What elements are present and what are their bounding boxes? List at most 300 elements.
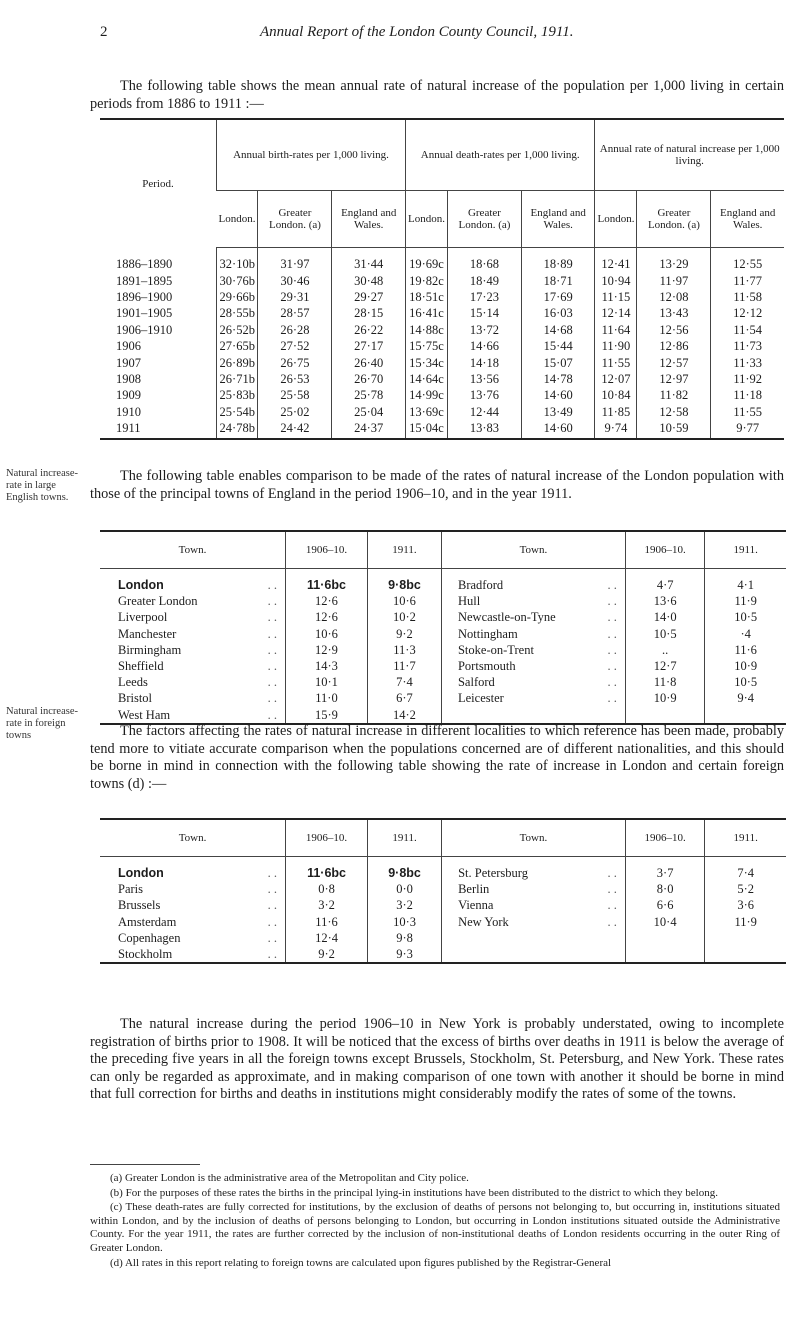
table-row [100,338,784,354]
rate-cell: 9·8bc [368,857,442,882]
rate-cell: 11·15 [595,289,637,305]
rate-cell: 14·60 [521,420,595,439]
rate-cell: 24·42 [258,420,332,439]
rate-cell: 24·37 [332,420,406,439]
town-name: Salford [457,675,495,690]
footnote-b: (b) For the purposes of these rates the births in the principal lying-in institutions have been distributed to the district to which they belong. [110,1186,718,1199]
rate-cell: 11·85 [595,404,637,420]
table-row [100,272,784,288]
rate-cell: 30·46 [258,272,332,288]
col-1906-10: 1906–10. [286,531,368,569]
col-town: Town. [100,531,286,569]
col-1911: 1911. [368,819,442,857]
rate-cell: 13·6 [625,593,705,609]
period-cell: 1891–1895 [116,273,173,288]
page-number: 2 [100,24,108,40]
rate-cell: 18·71 [521,272,595,288]
town-name: Hull [457,594,481,609]
rate-cell: 12·58 [637,404,711,420]
rate-cell: 11·73 [711,338,784,354]
leader-dots: . . [607,882,617,897]
rate-cell: 26·28 [258,322,332,338]
rate-cell: 25·83b [217,387,258,403]
town-name: Berlin [458,882,490,897]
rate-cell: 16·03 [521,305,595,321]
sub-header-england-wales: England and Wales. [332,191,406,248]
rate-cell: 10·1 [286,674,368,690]
town-name-cell [100,707,286,724]
table-row [100,322,784,338]
table-row [100,690,786,706]
town-name: Newcastle-on-Tyne [457,610,556,625]
rate-cell: 32·10b [217,248,258,273]
rate-cell: 11·6bc [286,569,368,594]
rate-cell: 14·60 [521,387,595,403]
table-row [100,248,784,273]
table-row [100,707,786,724]
rate-cell: 9·2 [367,626,441,642]
rate-cell: 12·14 [595,305,637,321]
rate-cell: 28·15 [332,305,406,321]
period-cell: 1886–1890 [116,256,173,271]
rate-cell: 16·41c [405,305,447,321]
town-name: London [118,866,164,881]
rate-cell: 26·22 [332,322,406,338]
leader-dots: . . [607,626,617,641]
rate-cell: 15·44 [521,338,595,354]
town-name: St. Petersburg [458,866,528,881]
rate-cell: 14·64c [405,371,447,387]
rate-cell: 9·74 [595,420,637,439]
col-1911: 1911. [705,531,786,569]
rate-cell: 14·3 [286,658,368,674]
town-name: Sheffield [118,659,164,674]
rate-cell: 19·82c [405,272,447,288]
town-name: Greater London [118,594,198,609]
period-cell: 1908 [116,371,141,386]
rate-cell: 3·6 [705,897,786,913]
rate-cell: 13·69c [405,404,447,420]
rate-cell: 13·83 [447,420,521,439]
natural-increase-periods-table [100,118,784,440]
rate-cell: 14·99c [405,387,447,403]
rate-cell: 6·6 [625,897,705,913]
footnote-d: (d) All rates in this report relating to foreign towns are calculated upon figures published by the Registrar-General [110,1256,612,1269]
rate-cell: 18·51c [405,289,447,305]
rate-cell: 5·2 [705,881,786,897]
rate-cell: 13·72 [447,322,521,338]
table-row [100,897,786,913]
rate-cell [625,707,705,724]
rate-cell: 31·97 [258,248,332,273]
side-note-english-towns: Natural increase-rate in large English towns. [6,468,78,503]
rate-cell: 15·34c [405,354,447,370]
rate-cell: 11·6bc [286,857,368,882]
rate-cell: ·4 [705,626,786,642]
rate-cell: 12·4 [286,930,368,946]
rate-cell: 9·3 [368,946,442,963]
rate-cell: 27·52 [258,338,332,354]
rate-cell: 10·5 [705,609,786,625]
town-name-cell [442,914,626,930]
town-name-cell [100,609,286,625]
rate-cell: 11·82 [637,387,711,403]
rate-cell: 15·75c [405,338,447,354]
col-1911: 1911. [705,819,786,857]
town-name: New York [458,914,509,929]
leader-dots: . . [607,578,617,593]
table-row [100,569,786,594]
period-cell: 1906 [116,339,141,354]
rate-cell: 11·7 [367,658,441,674]
leader-dots: . . [267,866,278,881]
town-name: Amsterdam [118,914,177,929]
rate-cell: 12·44 [447,404,521,420]
period-cell: 1896–1900 [116,289,173,304]
leader-dots: . . [267,707,277,722]
rate-cell: 14·78 [521,371,595,387]
table-row [100,371,784,387]
rate-cell: 0·8 [286,881,368,897]
leader-dots: . . [607,659,617,674]
town-name: Paris [118,882,143,897]
town-name: Birmingham [118,642,182,657]
leader-dots: . . [607,594,617,609]
rate-cell: 11·54 [711,322,784,338]
rate-cell: 29·31 [258,289,332,305]
town-name-cell [442,946,626,963]
death-rates-header: Annual death-rates per 1,000 living. [405,119,594,191]
rate-cell: 10·9 [625,690,705,706]
town-name-cell [100,569,286,594]
town-name: Nottingham [457,626,518,641]
rate-cell: 3·7 [625,857,705,882]
town-name: West Ham [118,707,171,722]
period-cell: 1910 [116,404,141,419]
table-row [100,387,784,403]
rate-cell: 18·49 [447,272,521,288]
leader-dots: . . [607,675,617,690]
sub-header-england-wales: England and Wales. [711,191,784,248]
leader-dots: . . [267,882,278,897]
rate-cell: 15·04c [405,420,447,439]
rate-cell: 11·55 [595,354,637,370]
rate-cell: 12·9 [286,642,368,658]
footnote-a: (a) Greater London is the administrative area of the Metropolitan and City police. [110,1172,469,1184]
table-row [100,289,784,305]
footnotes [90,1172,780,1271]
town-name-cell [100,658,286,674]
leader-dots: . . [607,898,617,913]
rate-cell [705,930,786,946]
rate-cell: 28·55b [217,305,258,321]
rate-cell: 26·52b [217,322,258,338]
leader-dots: . . [607,642,617,657]
town-name: Leicester [457,691,504,706]
rate-cell: 8·0 [625,881,705,897]
rate-cell [625,946,705,963]
town-name-cell [441,642,625,658]
rate-cell: 18·89 [521,248,595,273]
rate-cell: 11·6 [286,914,368,930]
rate-cell: 0·0 [368,881,442,897]
town-name-cell [100,946,286,963]
rate-cell: 10·59 [637,420,711,439]
table-row [100,930,786,946]
rate-cell: 14·68 [521,322,595,338]
leader-dots: . . [267,578,277,593]
leader-dots: . . [267,626,277,641]
rate-cell: 10·94 [595,272,637,288]
town-name-cell [100,593,286,609]
town-name: London [118,578,164,593]
town-name: Manchester [118,626,177,641]
rate-cell: 24·78b [217,420,258,439]
rate-cell: 9·8bc [367,569,441,594]
rate-cell: 12·86 [637,338,711,354]
rate-cell: 11·9 [705,593,786,609]
table-row [100,354,784,370]
town-name-cell [442,930,626,946]
rate-cell: 26·71b [217,371,258,387]
town-name: Copenhagen [118,930,181,945]
town-name-cell [441,569,625,594]
sub-header-greater-london: Greater London. (a) [258,191,332,248]
town-name: Liverpool [118,610,168,625]
side-note-foreign-towns: Natural increase-rate in foreign towns [6,706,78,741]
intro-paragraph: The following table shows the mean annual rate of natural increase of the population per 1,000 living in certain periods from 1886 to 1911 :— [90,78,784,112]
rate-cell: 3·2 [368,897,442,913]
rate-cell: 12·97 [637,371,711,387]
col-town: Town. [100,819,286,857]
town-name-cell [441,626,625,642]
period-cell: 1906–1910 [116,322,173,337]
table-row [100,914,786,930]
table-row [100,404,784,420]
table-row [100,658,786,674]
rate-cell: 9·8 [368,930,442,946]
rate-cell: 26·53 [258,371,332,387]
town-name: Bradford [457,578,504,593]
rate-cell: 15·9 [286,707,368,724]
rate-cell: 12·41 [595,248,637,273]
town-name: Stoke-on-Trent [457,642,534,657]
rate-cell: 9·2 [286,946,368,963]
rate-cell: 15·14 [447,305,521,321]
sub-header-greater-london: Greater London. (a) [447,191,521,248]
leader-dots: . . [267,947,278,962]
rate-cell: 10·6 [286,626,368,642]
rate-cell: 14·18 [447,354,521,370]
leader-dots: . . [607,866,617,881]
rate-cell: 9·77 [711,420,784,439]
col-1906-10: 1906–10. [625,531,705,569]
town-name: Vienna [458,898,494,913]
table-row [100,593,786,609]
rate-cell: 13·56 [447,371,521,387]
rate-cell: 10·5 [625,626,705,642]
rate-cell: 11·55 [711,404,784,420]
town-name-cell [441,690,625,706]
leader-dots: . . [267,691,277,706]
rate-cell: 19·69c [405,248,447,273]
town-name-cell [441,593,625,609]
rate-cell: 12·08 [637,289,711,305]
rate-cell: 26·89b [217,354,258,370]
rate-cell: 11·18 [711,387,784,403]
rate-cell: 17·23 [447,289,521,305]
leader-dots: . . [607,691,617,706]
rate-cell: 4·7 [625,569,705,594]
paragraph-english-towns: The following table enables comparison to be made of the rates of natural increase of the London population with those of the principal towns of England in the period 1906–10, and in the year 1911. [90,468,784,502]
period-cell: 1909 [116,388,141,403]
rate-cell: 26·70 [332,371,406,387]
table-row [100,642,786,658]
rate-cell: 7·4 [705,857,786,882]
sub-header-england-wales: England and Wales. [521,191,595,248]
rate-cell: 11·0 [286,690,368,706]
rate-cell: 4·1 [705,569,786,594]
leader-dots: . . [607,610,617,625]
rate-cell: 27·17 [332,338,406,354]
leader-dots: . . [267,610,277,625]
rate-cell: 18·68 [447,248,521,273]
sub-header-london: London. [595,191,637,248]
rate-cell: 29·27 [332,289,406,305]
rate-cell: 10·2 [367,609,441,625]
rate-cell: 11·58 [711,289,784,305]
col-town: Town. [441,531,625,569]
rate-cell: 25·54b [217,404,258,420]
rate-cell [625,930,705,946]
period-cell: 1901–1905 [116,306,173,321]
town-name-cell [441,707,625,724]
town-name-cell [441,674,625,690]
rate-cell: 12·6 [286,593,368,609]
table-row [100,609,786,625]
rate-cell: 10·9 [705,658,786,674]
table-row [100,946,786,963]
leader-dots: . . [267,594,277,609]
rate-cell: 12·12 [711,305,784,321]
rate-cell: 14·66 [447,338,521,354]
rate-cell: 3·2 [286,897,368,913]
rate-cell: 12·56 [637,322,711,338]
rate-cell: 11·64 [595,322,637,338]
leader-dots: . . [267,675,277,690]
rate-cell: 28·57 [258,305,332,321]
rate-cell: 26·75 [258,354,332,370]
rate-cell: 26·40 [332,354,406,370]
town-name-cell [100,857,286,882]
table-row [100,626,786,642]
town-name-cell [100,897,286,913]
town-name-cell [100,642,286,658]
rate-cell: 12·57 [637,354,711,370]
town-name: Brussels [118,898,161,913]
town-name-cell [441,609,625,625]
running-title: Annual Report of the London County Council, 1911. [260,24,574,40]
table-row [100,881,786,897]
rate-cell: 12·7 [625,658,705,674]
town-name-cell [442,897,626,913]
rate-cell: 30·48 [332,272,406,288]
rate-cell: 13·49 [521,404,595,420]
table-row [100,420,784,439]
rate-cell: .. [625,642,705,658]
rate-cell: 15·07 [521,354,595,370]
leader-dots: . . [267,914,278,929]
rate-cell: 25·78 [332,387,406,403]
paragraph-foreign-towns: The factors affecting the rates of natural increase in different localities to which reference has been made, probably tend more to vitiate accurate comparison when the populations concerned are of different nationalities, and this should be borne in mind in connection with the following table showing the rate of increase in London and certain foreign towns (d) :— [90,723,784,792]
rate-cell: 13·76 [447,387,521,403]
col-1906-10: 1906–10. [286,819,368,857]
english-towns-table [100,530,786,725]
town-name-cell [441,658,625,674]
rate-cell: 27·65b [217,338,258,354]
town-name-cell [442,881,626,897]
rate-cell: 30·76b [217,272,258,288]
paragraph-new-york: The natural increase during the period 1906–10 in New York is probably understated, owing to incomplete registration of births prior to 1908. It will be noticed that the excess of births over deaths in 1911 is below the average of the preceding five years in all the foreign towns except Brussels, Stockholm, St. Petersburg, and New York. These rates can only be regarded as approximate, and in making comparison of one town with another it should be borne in mind that full correction for births and deaths in institutions might considerably modify the rates of some of the towns. [90,1016,784,1102]
rate-cell: 11·8 [625,674,705,690]
sub-header-london: London. [217,191,258,248]
rate-cell [705,946,786,963]
rate-cell: 10·6 [367,593,441,609]
footnote-divider [90,1164,200,1165]
rate-cell: 11·9 [705,914,786,930]
rate-cell: 25·58 [258,387,332,403]
rate-cell: 14·0 [625,609,705,625]
col-town: Town. [442,819,626,857]
leader-dots: . . [267,930,278,945]
rate-cell: 11·90 [595,338,637,354]
table-row [100,674,786,690]
town-name: Portsmouth [457,659,516,674]
rate-cell: 9·4 [705,690,786,706]
rate-cell [705,707,786,724]
town-name-cell [100,626,286,642]
rate-cell: 17·69 [521,289,595,305]
rate-cell: 10·5 [705,674,786,690]
town-name-cell [100,690,286,706]
town-name-cell [100,930,286,946]
rate-cell: 11·33 [711,354,784,370]
rate-cell: 7·4 [367,674,441,690]
rate-cell: 11·77 [711,272,784,288]
town-name-cell [100,674,286,690]
leader-dots: . . [267,898,278,913]
rate-cell: 12·55 [711,248,784,273]
footnote-c: (c) These death-rates are fully corrected for institutions, by the exclusion of deaths of persons not belonging to, but occurring in, institutions situated within London, and by the inclusion of deaths of persons belonging to London, but occurring in London institutions situated outside the Administrative County. For the year 1911, the rates are further corrected by the inclusion of non-institutional deaths of London residents occurring in the outer Ring of Greater London. [90,1201,780,1254]
rate-cell: 31·44 [332,248,406,273]
rate-cell: 13·43 [637,305,711,321]
rate-cell: 10·4 [625,914,705,930]
leader-dots: . . [607,914,617,929]
rate-cell: 11·97 [637,272,711,288]
sub-header-london: London. [405,191,447,248]
rate-cell: 11·92 [711,371,784,387]
period-cell: 1911 [116,421,141,436]
rate-cell: 25·02 [258,404,332,420]
table-row [100,305,784,321]
rate-cell: 25·04 [332,404,406,420]
period-header: Period. [142,177,174,190]
town-name: Leeds [118,675,148,690]
page-header [100,24,780,46]
rate-cell: 12·07 [595,371,637,387]
rate-cell: 14·2 [367,707,441,724]
leader-dots: . . [267,659,277,674]
